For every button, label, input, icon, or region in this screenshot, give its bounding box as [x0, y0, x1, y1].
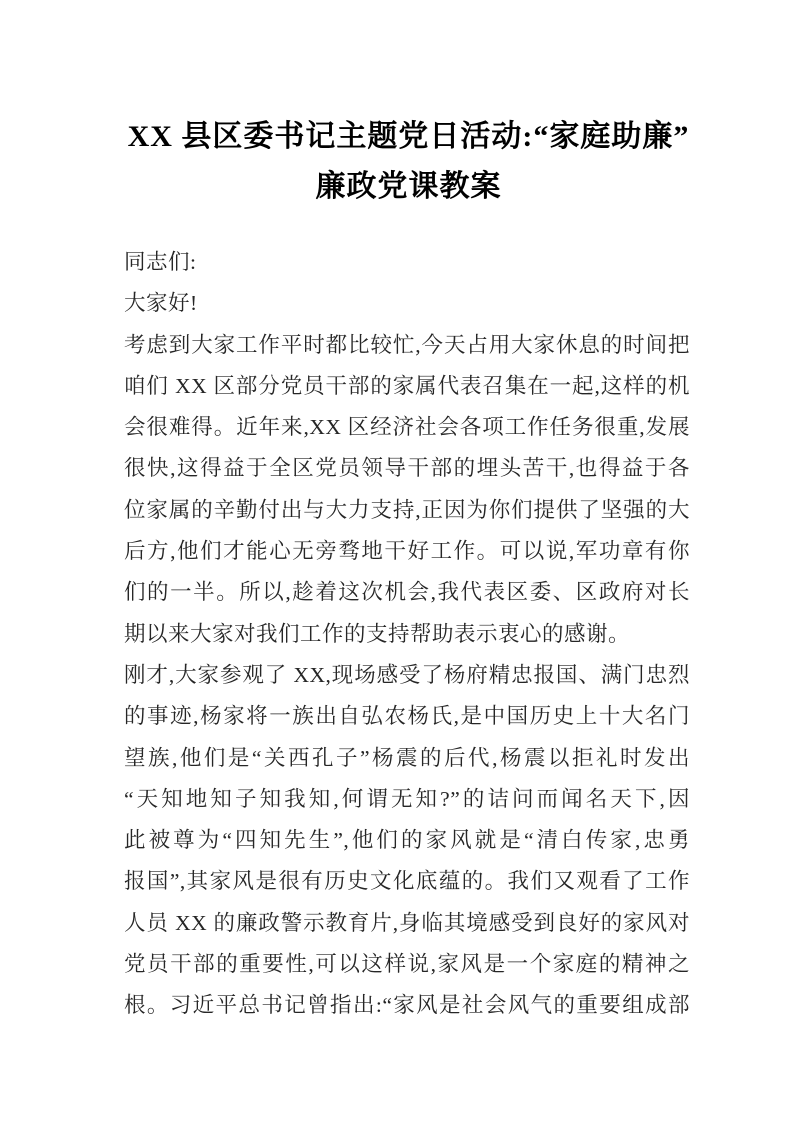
paragraph-2-line: 刚才,大家参观了 XX,现场感受了杨府精忠报国、满门忠烈	[124, 662, 690, 687]
paragraph-2-line: 党员干部的重要性,可以这样说,家风是一个家庭的精神之	[124, 952, 690, 977]
paragraph-1-line: 们的一半。所以,趁着这次机会,我代表区委、区政府对长	[124, 580, 690, 605]
paragraph-2-line: 望族,他们是“关西孔子”杨震的后代,杨震以拒礼时发出	[124, 745, 690, 770]
paragraph-1-line: 很快,这得益于全区党员领导干部的埋头苦干,也得益于各	[124, 456, 690, 481]
paragraph-1-line: 考虑到大家工作平时都比较忙,今天占用大家休息的时间把	[124, 332, 690, 357]
paragraph-1-line: 咱们 XX 区部分党员干部的家属代表召集在一起,这样的机	[124, 373, 690, 398]
paragraph-1-line: 会很难得。近年来,XX 区经济社会各项工作任务很重,发展	[124, 415, 690, 440]
paragraph-2-line: 此被尊为“四知先生”,他们的家风就是“清白传家,忠勇	[124, 828, 690, 853]
document-title	[124, 112, 693, 212]
paragraph-2-line: 的事迹,杨家将一族出自弘农杨氏,是中国历史上十大名门	[124, 704, 690, 729]
paragraph-2-line: “天知地知子知我知,何谓无知?”的诘问而闻名天下,因	[124, 786, 690, 811]
paragraph-1-line: 后方,他们才能心无旁骛地干好工作。可以说,军功章有你	[124, 539, 690, 564]
paragraph-1-line: 位家属的辛勤付出与大力支持,正因为你们提供了坚强的大	[124, 497, 690, 522]
paragraph-2-line: 人员 XX 的廉政警示教育片,身临其境感受到良好的家风对	[124, 910, 690, 935]
paragraph-2-line: 根。习近平总书记曾指出:“家风是社会风气的重要组成部	[124, 993, 690, 1018]
paragraph-1-line: 期以来大家对我们工作的支持帮助表示衷心的感谢。	[124, 621, 631, 646]
greeting-line: 大家好!	[124, 291, 198, 316]
paragraph-2-line: 报国”,其家风是很有历史文化底蕴的。我们又观看了工作	[124, 869, 690, 894]
title-line-2: 廉政党课教案	[315, 170, 502, 203]
title-line-1: XX 县区委书记主题党日活动:“家庭助廉”	[127, 120, 690, 153]
document-body	[124, 242, 690, 1027]
salutation-line: 同志们:	[124, 250, 197, 274]
